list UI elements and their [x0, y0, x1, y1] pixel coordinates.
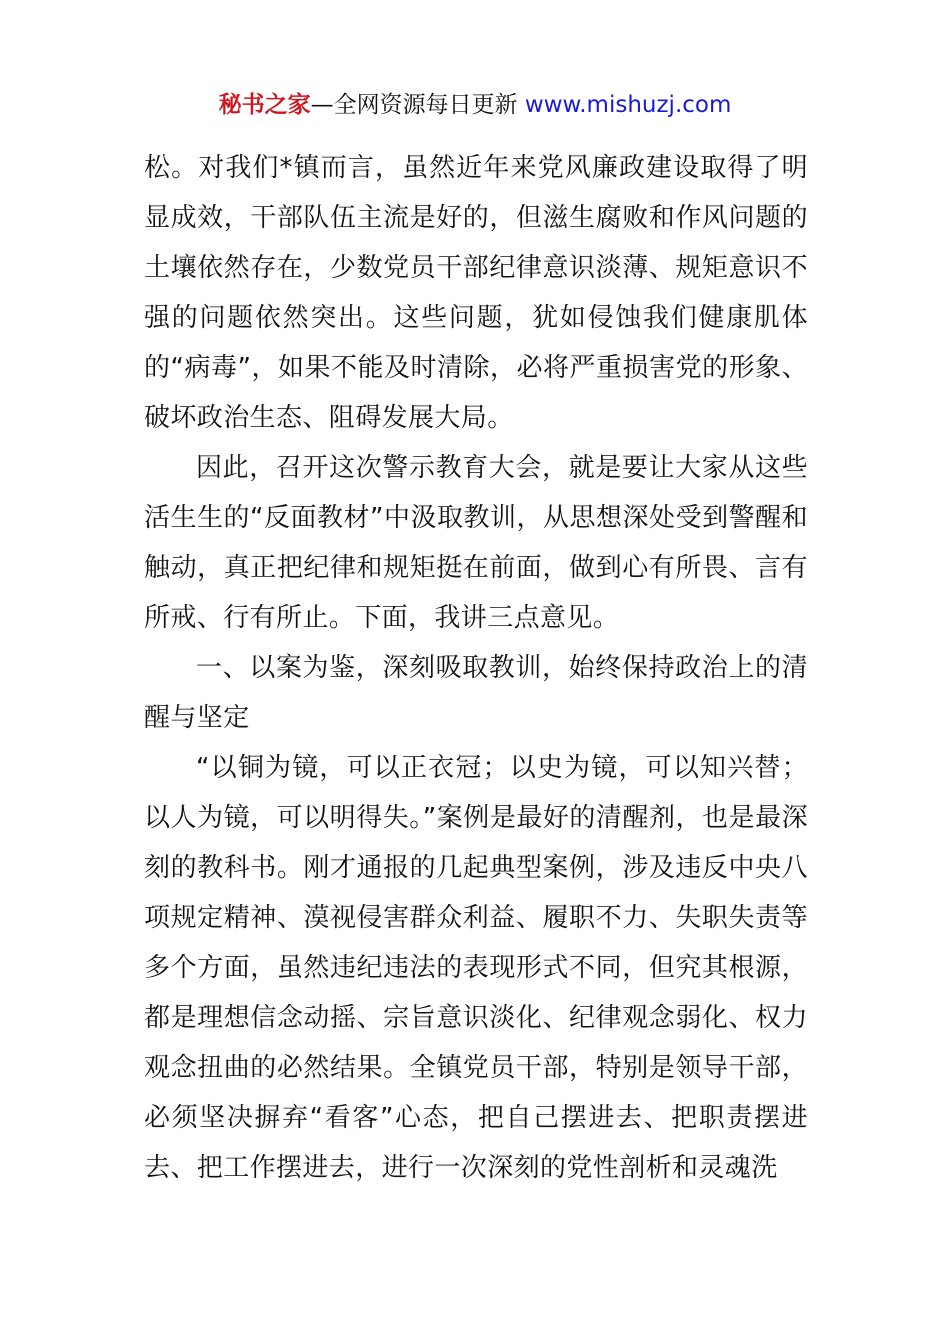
header-site-link[interactable]: www.mishuzj.com	[524, 92, 732, 118]
page-header	[0, 88, 950, 122]
header-tagline: —全网资源每日更新	[310, 92, 518, 118]
paragraph-meeting-purpose: 因此，召开这次警示教育大会，就是要让大家从这些活生生的“反面教材”中汲取教训，从思想深处受到警醒和触动，真正把纪律和规矩挺在前面，做到心有所畏、言有所戒、行有所止。下面，我讲三点意见。	[144, 453, 808, 633]
paragraph-case-lessons: “以铜为镜，可以正衣冠；以史为镜，可以知兴替；以人为镜，可以明得失。”案例是最好的清醒剂，也是最深刻的教科书。刚才通报的几起典型案例，涉及违反中央八项规定精神、漠视侵害群众利益、履职不力、失职失责等多个方面，虽然违纪违法的表现形式不同，但究其根源，都是理想信念动摇、宗旨意识淡化、纪律观念弱化、权力观念扭曲的必然结果。全镇党员干部，特别是领导干部，必须坚决摒弃“看客”心态，把自己摆进去、把职责摆进去、把工作摆进去，进行一次深刻的党性剖析和灵魂洗	[144, 753, 808, 1183]
header-brand: 秘书之家	[218, 92, 311, 118]
section-heading-one: 一、以案为鉴，深刻吸取教训，始终保持政治上的清醒与坚定	[144, 653, 808, 733]
paragraph-continued: 松。对我们*镇而言，虽然近年来党风廉政建设取得了明显成效，干部队伍主流是好的，但滋生腐败和作风问题的土壤依然存在，少数党员干部纪律意识淡薄、规矩意识不强的问题依然突出。这些问题，犹如侵蚀我们健康肌体的“病毒”，如果不能及时清除，必将严重损害党的形象、破坏政治生态、阻碍发展大局。	[144, 153, 808, 433]
document-body	[144, 143, 808, 1193]
